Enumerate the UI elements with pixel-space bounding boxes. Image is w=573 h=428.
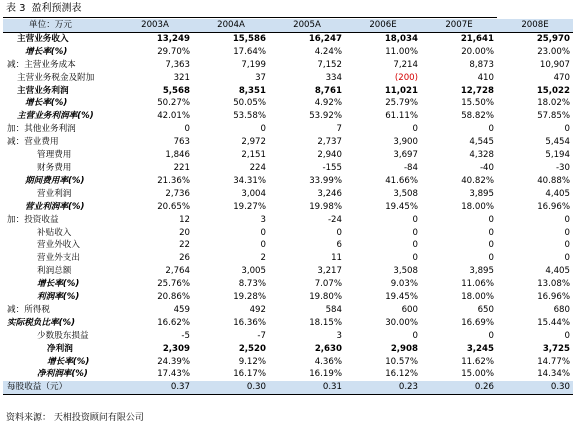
table-header-row [3, 19, 573, 32]
row-label: 主营业务利润 [17, 85, 69, 96]
table-cell: 25,970 [536, 33, 570, 44]
row-label: 期间费用率(%) [25, 175, 85, 186]
table-row [3, 317, 573, 330]
table-cell: 321 [173, 72, 190, 83]
table-row [3, 110, 573, 123]
table-row [3, 188, 573, 201]
table-cell: 2 [260, 253, 266, 264]
table-cell: 650 [477, 304, 494, 315]
row-label: 减：主营业务成本 [7, 59, 76, 70]
table-cell: 22 [179, 240, 190, 251]
table-cell: 3,005 [241, 266, 266, 277]
table-cell: 2,972 [241, 137, 266, 148]
table-cell: 50.27% [157, 98, 190, 109]
table-row [3, 356, 573, 369]
table-cell: 4.36% [314, 356, 342, 367]
table-cell: 7.07% [314, 279, 342, 290]
table-cell: 0 [564, 227, 570, 238]
table-cell: 3 [336, 330, 342, 341]
table-cell: 53.58% [233, 111, 266, 122]
table-cell: 0 [564, 124, 570, 135]
table-cell: 13.08% [537, 279, 570, 290]
table-cell: 14.34% [537, 369, 570, 380]
table-cell: 0 [412, 227, 418, 238]
table-cell: 23.00% [537, 46, 570, 57]
table-cell: -30 [555, 162, 570, 173]
table-cell: 4,405 [545, 188, 570, 199]
table-cell: 2,736 [165, 188, 190, 199]
table-cell: 15.44% [537, 317, 570, 328]
table-cell: -40 [479, 162, 494, 173]
row-label: 营业外收入 [37, 240, 80, 251]
table-row [3, 368, 573, 381]
table-cell: 3,246 [317, 188, 342, 199]
table-cell: 19.45% [385, 292, 418, 303]
row-label: 加：其他业务利润 [7, 124, 76, 135]
table-body [3, 32, 573, 394]
table-cell: 37 [255, 72, 266, 83]
table-number: 表 3 [6, 3, 26, 14]
table-cell: 9.12% [238, 356, 266, 367]
table-cell: 11.00% [385, 46, 418, 57]
table-cell: 12,728 [460, 85, 494, 96]
table-row [3, 162, 573, 175]
table-cell: 8,873 [469, 59, 494, 70]
table-cell: 492 [249, 304, 266, 315]
table-cell: 0 [336, 227, 342, 238]
table-cell: 16.62% [157, 317, 190, 328]
table-cell: -84 [403, 162, 418, 173]
table-row [3, 85, 573, 98]
table-cell: 18.15% [309, 317, 342, 328]
table-title [6, 3, 82, 15]
table-cell: 13,249 [156, 33, 190, 44]
table-cell: -7 [257, 330, 266, 341]
table-cell: 6 [336, 240, 342, 251]
table-cell: 18.02% [537, 98, 570, 109]
table-cell: 410 [477, 72, 494, 83]
row-label: 营业利润 [37, 188, 72, 199]
table-cell: 0.37 [117, 381, 193, 394]
table-row [3, 72, 573, 85]
table-cell: 7,152 [317, 59, 342, 70]
table-cell: 20.00% [461, 46, 494, 57]
table-cell: 58.82% [461, 111, 494, 122]
table-cell: 4,328 [469, 150, 494, 161]
table-cell: 2,520 [238, 343, 266, 354]
table-cell: 8,351 [238, 85, 266, 96]
profit-forecast-table [3, 19, 573, 395]
table-cell: 19.45% [385, 201, 418, 212]
table-cell: 16.19% [309, 369, 342, 380]
table-cell: 584 [325, 304, 342, 315]
row-label: 主营业务收入 [17, 33, 69, 44]
table-cell: 0.26 [421, 381, 497, 394]
table-cell: 16.12% [385, 369, 418, 380]
table-cell: 3 [260, 214, 266, 225]
table-cell: 3,900 [393, 137, 418, 148]
table-cell: 334 [325, 72, 342, 83]
table-cell: 41.66% [385, 175, 418, 186]
table-cell: 57.85% [537, 111, 570, 122]
row-label: 净利润率(%) [37, 369, 88, 380]
row-label: 补贴收入 [37, 227, 72, 238]
row-label: 管理费用 [37, 150, 72, 161]
table-cell: 0 [488, 253, 494, 264]
table-cell: 0 [412, 214, 418, 225]
table-cell: 459 [173, 304, 190, 315]
row-label: 主营业务税金及附加 [17, 72, 95, 83]
table-row [3, 59, 573, 72]
table-cell: 11.06% [461, 279, 494, 290]
table-row [3, 201, 573, 214]
table-row [3, 265, 573, 278]
table-cell: 19.28% [233, 292, 266, 303]
table-cell: 0 [488, 227, 494, 238]
table-cell: 0 [412, 330, 418, 341]
table-cell: 0 [488, 214, 494, 225]
table-cell: 10,907 [539, 59, 570, 70]
table-cell: 3,245 [466, 343, 494, 354]
row-label: 增长率(%) [37, 279, 80, 290]
table-row [3, 175, 573, 188]
header-year: 2004A [193, 19, 269, 32]
table-cell: 18.00% [461, 292, 494, 303]
table-cell: 4,545 [469, 137, 494, 148]
table-cell: 3,697 [393, 150, 418, 161]
row-label: 营业外支出 [37, 253, 80, 264]
table-cell: 7,214 [393, 59, 418, 70]
table-cell: 9.03% [390, 279, 418, 290]
title-rule [3, 17, 497, 18]
table-row [3, 330, 573, 343]
table-cell: 3,725 [542, 343, 570, 354]
table-cell: 4,405 [545, 266, 570, 277]
table-cell: 20.86% [157, 292, 190, 303]
table-cell: 0 [412, 124, 418, 135]
table-row [3, 32, 573, 45]
table-cell: 2,630 [314, 343, 342, 354]
table-cell: 0 [412, 240, 418, 251]
header-year: 2007E [421, 19, 497, 32]
header-unit: 单位：万元 [3, 19, 117, 32]
table-cell: 0 [412, 253, 418, 264]
row-label: 营业利润率(%) [25, 201, 85, 212]
row-label: 增长率(%) [25, 46, 68, 57]
table-cell: 1,846 [165, 150, 190, 161]
table-cell: 3,217 [317, 266, 342, 277]
table-cell: 8.73% [238, 279, 266, 290]
table-cell: 11 [331, 253, 342, 264]
table-row [3, 227, 573, 240]
row-label: 增长率(%) [47, 356, 90, 367]
table-cell: 11,021 [384, 85, 418, 96]
table-cell: 4.24% [314, 46, 342, 57]
table-cell: 25.76% [157, 279, 190, 290]
table-cell: 0 [564, 330, 570, 341]
table-cell: 2,940 [317, 150, 342, 161]
table-row [3, 252, 573, 265]
header-year: 2003A [117, 19, 193, 32]
row-label: 每股收益（元） [3, 381, 117, 394]
row-label: 利润率(%) [37, 292, 80, 303]
table-cell: 61.11% [385, 111, 418, 122]
table-cell: 18,034 [384, 33, 418, 44]
table-row [3, 214, 573, 227]
table-row [3, 381, 573, 394]
table-cell: 42.01% [157, 111, 190, 122]
table-cell: -5 [181, 330, 190, 341]
table-cell: 33.99% [309, 175, 342, 186]
table-cell: 2,764 [165, 266, 190, 277]
table-cell: 221 [173, 162, 190, 173]
row-label: 主营业务利润率(%) [17, 111, 94, 122]
table-cell: 763 [173, 137, 190, 148]
table-cell: 25.79% [385, 98, 418, 109]
table-cell: 7,363 [165, 59, 190, 70]
table-cell: 7 [336, 124, 342, 135]
table-row [3, 278, 573, 291]
table-cell: 0 [564, 253, 570, 264]
table-cell: 20.65% [157, 201, 190, 212]
row-label: 财务费用 [37, 162, 72, 173]
table-cell: 16.96% [537, 292, 570, 303]
table-cell: 17.43% [157, 369, 190, 380]
row-label: 减：所得税 [7, 304, 50, 315]
table-cell: 26 [179, 253, 190, 264]
table-cell: 19.27% [233, 201, 266, 212]
table-cell: 5,568 [162, 85, 190, 96]
table-cell: 3,895 [469, 266, 494, 277]
table-title-text: 盈利预测表 [31, 3, 82, 14]
table-cell: -155 [322, 162, 342, 173]
table-cell: 16.69% [461, 317, 494, 328]
row-label: 加：投资收益 [7, 214, 59, 225]
table-cell: 2,737 [317, 137, 342, 148]
table-cell: 224 [249, 162, 266, 173]
table-cell: 2,908 [390, 343, 418, 354]
table-row [3, 46, 573, 59]
row-label: 增长率(%) [25, 98, 68, 109]
table-cell: 24.39% [157, 356, 190, 367]
table-cell: 0 [488, 124, 494, 135]
table-cell: 2,309 [162, 343, 190, 354]
table-cell: 50.05% [233, 98, 266, 109]
table-cell: 3,508 [393, 188, 418, 199]
table-cell: 16.36% [233, 317, 266, 328]
table-cell: 30.00% [385, 317, 418, 328]
table-cell: 11.62% [461, 356, 494, 367]
table-cell: 680 [553, 304, 570, 315]
table-cell: 3,004 [241, 188, 266, 199]
table-cell: 0.31 [269, 381, 345, 394]
table-cell: 0 [488, 240, 494, 251]
table-row [3, 149, 573, 162]
table-row [3, 239, 573, 252]
table-cell: 40.82% [461, 175, 494, 186]
table-cell: 3,895 [469, 188, 494, 199]
table-cell: (200) [394, 72, 418, 83]
row-label: 净利润 [47, 343, 73, 354]
row-label: 实际税负比率(%) [7, 317, 76, 328]
row-label: 减：营业费用 [7, 137, 59, 148]
table-cell: 5,454 [545, 137, 570, 148]
table-cell: 15.50% [461, 98, 494, 109]
table-row [3, 97, 573, 110]
table-cell: 0 [488, 330, 494, 341]
table-row [3, 136, 573, 149]
source-note: 资料来源： 天相投资顾问有限公司 [6, 413, 144, 423]
table-cell: 12 [179, 214, 190, 225]
table-cell: 16.96% [537, 201, 570, 212]
table-cell: 3,508 [393, 266, 418, 277]
table-cell: 0 [564, 214, 570, 225]
table-cell: 34.31% [233, 175, 266, 186]
table-cell: 0 [260, 240, 266, 251]
table-cell: 0.30 [193, 381, 269, 394]
table-cell: 29.70% [157, 46, 190, 57]
table-cell: 16,247 [308, 33, 342, 44]
table-cell: 4.92% [314, 98, 342, 109]
table-cell: 2,151 [241, 150, 266, 161]
table-cell: 0.30 [497, 381, 573, 394]
table-cell: 7,199 [241, 59, 266, 70]
table-row [3, 123, 573, 136]
table-cell: 10.57% [385, 356, 418, 367]
header-year: 2005A [269, 19, 345, 32]
table-cell: 16.17% [233, 369, 266, 380]
table-cell: 15,586 [232, 33, 266, 44]
table-cell: 0 [564, 240, 570, 251]
table-cell: 17.64% [233, 46, 266, 57]
table-cell: 0 [260, 124, 266, 135]
table-cell: 15,022 [536, 85, 570, 96]
table-cell: 20 [179, 227, 190, 238]
table-cell: 53.92% [309, 111, 342, 122]
table-cell: 40.88% [537, 175, 570, 186]
table-cell: 21.36% [157, 175, 190, 186]
row-label: 利润总额 [37, 266, 72, 277]
table-cell: 5,194 [545, 150, 570, 161]
table-cell: 14.77% [537, 356, 570, 367]
table-cell: -24 [327, 214, 342, 225]
table-cell: 0 [260, 227, 266, 238]
table-cell: 8,761 [314, 85, 342, 96]
header-year: 2006E [345, 19, 421, 32]
table-row [3, 343, 573, 356]
table-cell: 21,641 [460, 33, 494, 44]
header-year: 2008E [497, 19, 573, 32]
table-row [3, 291, 573, 304]
table-cell: 0 [184, 124, 190, 135]
table-row [3, 304, 573, 317]
table-cell: 470 [553, 72, 570, 83]
row-label: 少数股东损益 [37, 330, 89, 341]
table-cell: 19.98% [309, 201, 342, 212]
table-cell: 0.23 [345, 381, 421, 394]
table-cell: 600 [401, 304, 418, 315]
table-cell: 18.00% [461, 201, 494, 212]
table-cell: 19.80% [309, 292, 342, 303]
table-cell: 15.00% [461, 369, 494, 380]
